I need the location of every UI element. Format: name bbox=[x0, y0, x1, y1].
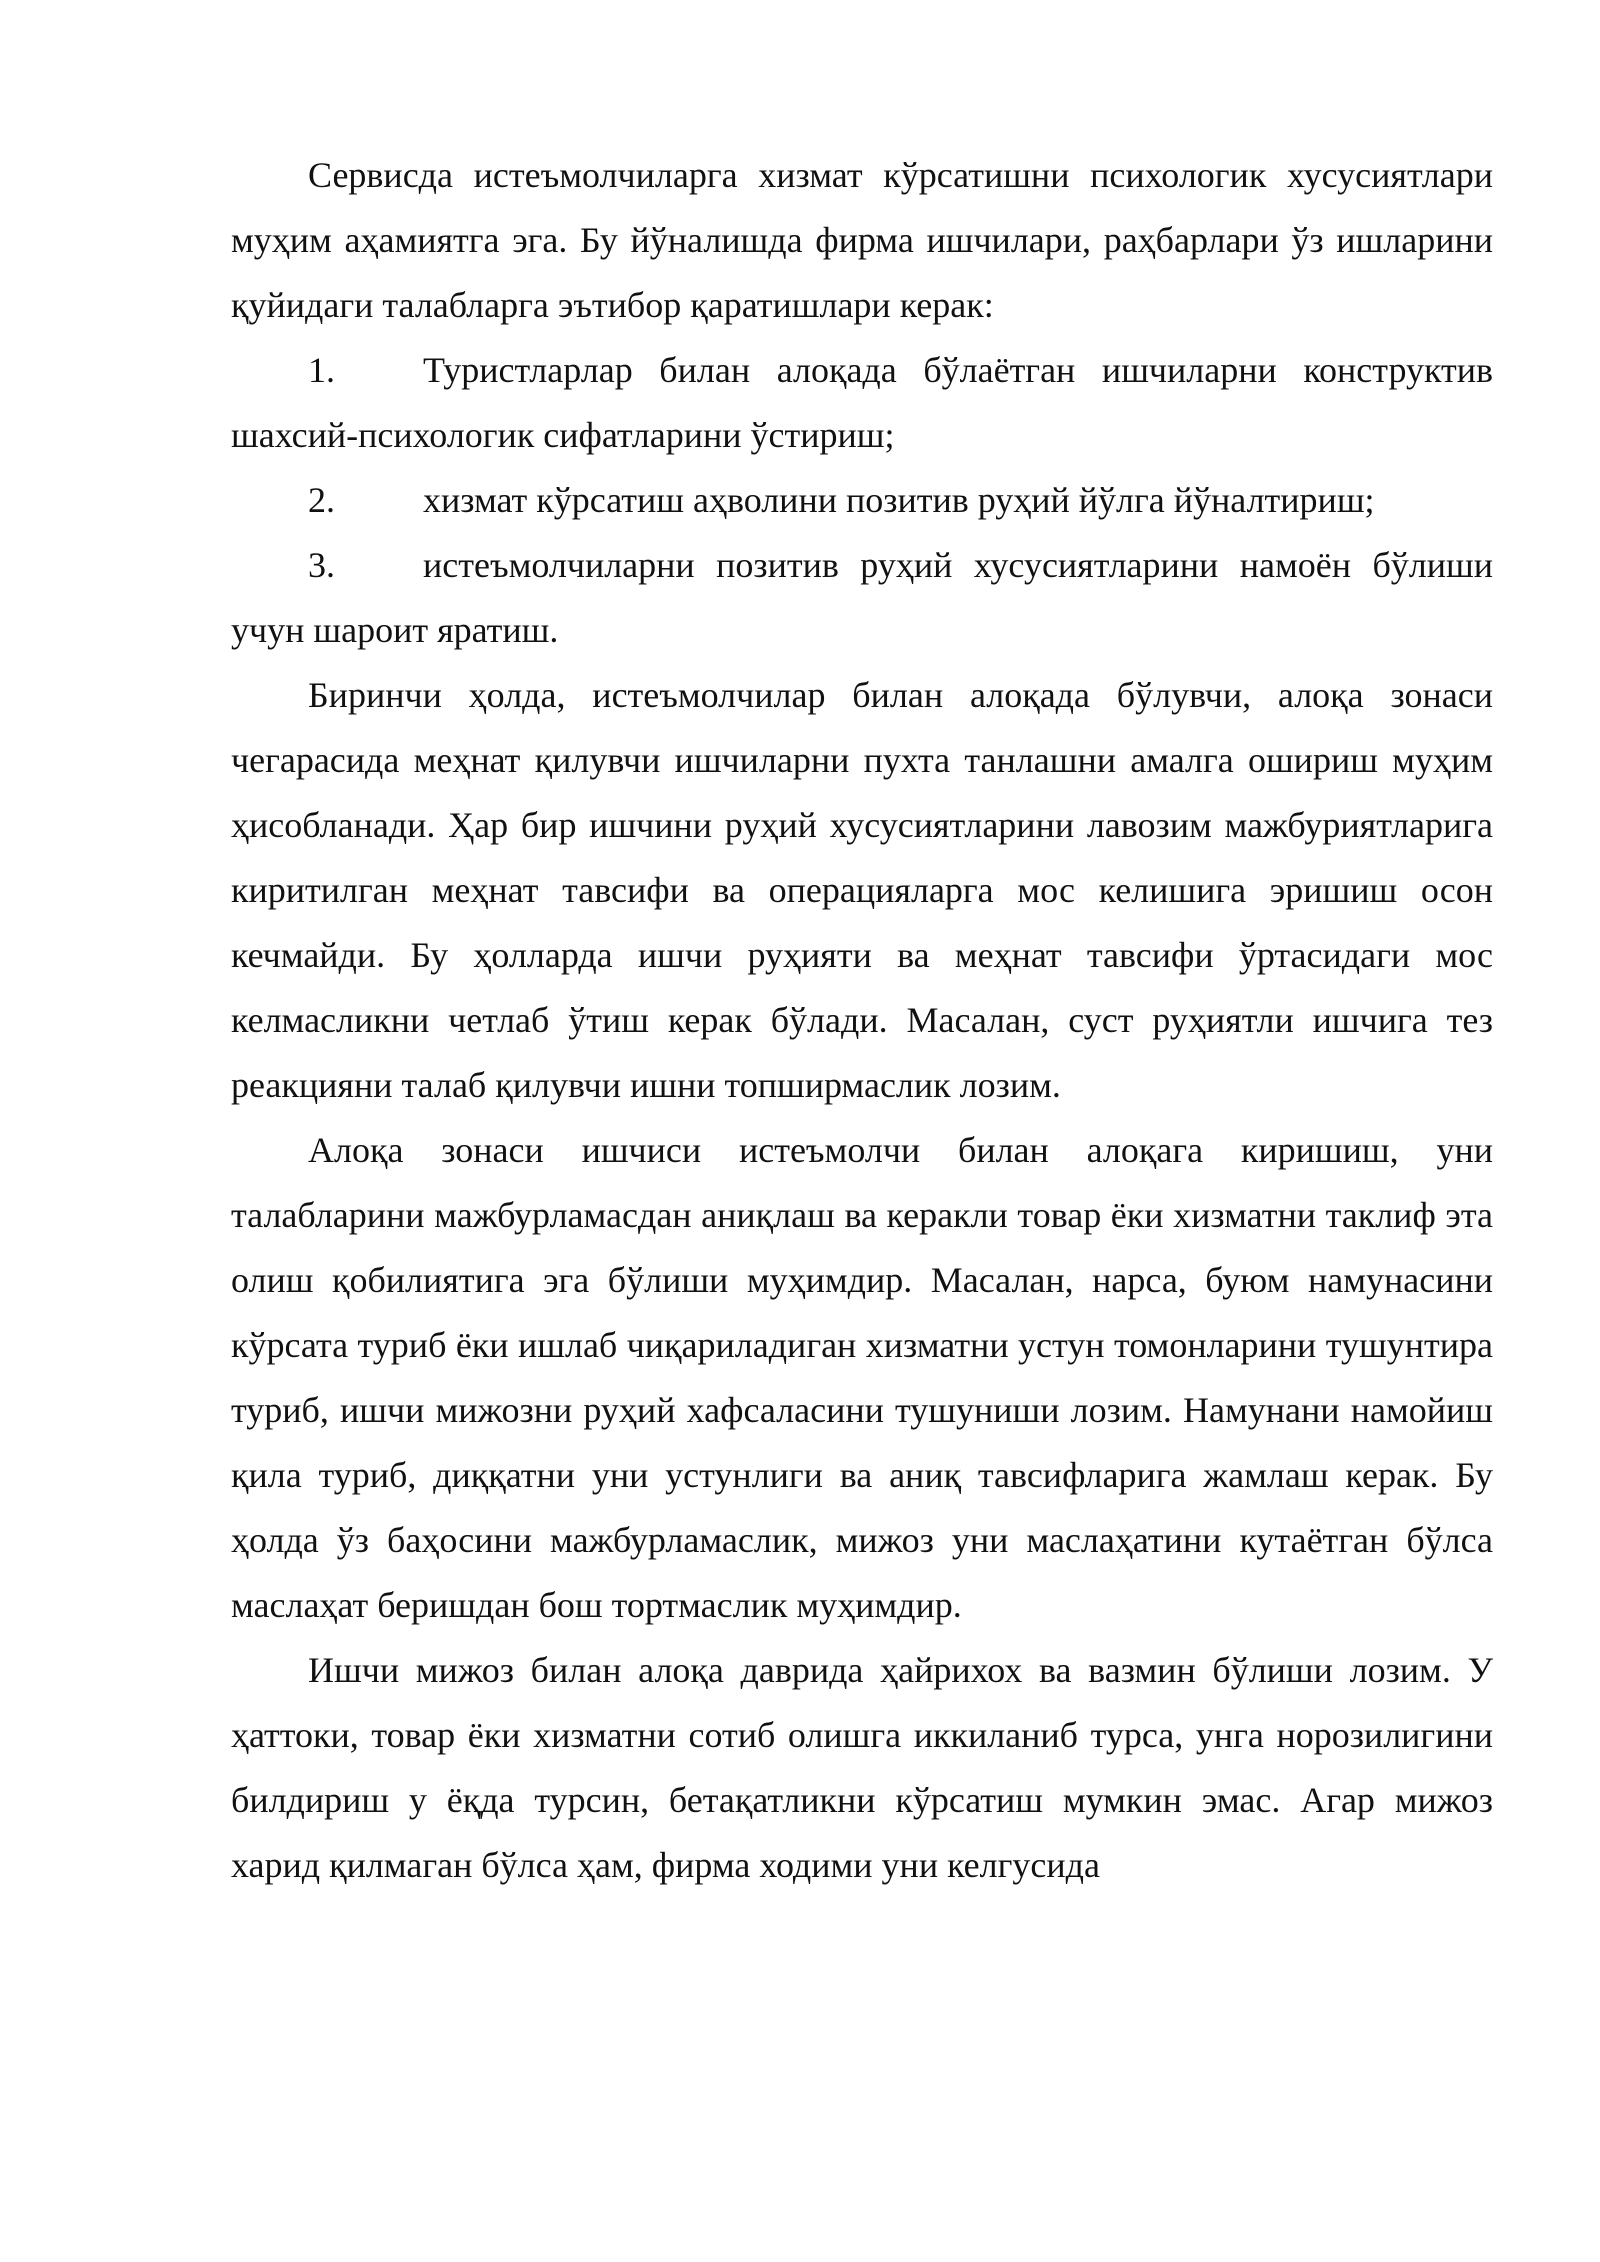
list-item-text: истеъмолчиларни позитив руҳий хусусиятларини намоён бўлиши учун шароит яратиш. bbox=[231, 545, 1493, 650]
list-item-number: 1. bbox=[308, 350, 335, 390]
body-paragraph: Биринчи ҳолда, истеъмолчилар билан алоқада бўлувчи, алоқа зонаси чегарасида меҳнат қилувчи ишчиларни пухта танлашни амалга ошириш муҳим ҳисобланади. Ҳар бир ишчини руҳий хусусиятларини лавозим мажбуриятларига киритилган меҳнат тавсифи ва операцияларга мос келишига эришиш осон кечмайди. Бу ҳолларда ишчи руҳияти ва меҳнат тавсифи ўртасидаги мос келмасликни четлаб ўтиш керак бўлади. Масалан, суст руҳиятли ишчига тез реакцияни талаб қилувчи ишни топширмаслик лозим. bbox=[231, 675, 1493, 1105]
list-item-number: 2. bbox=[308, 480, 335, 520]
list-item bbox=[231, 533, 1493, 663]
intro-paragraph: Сервисда истеъмолчиларга хизмат кўрсатишни психологик хусусиятлари муҳим аҳамиятга эга. Бу йўналишда фирма ишчилари, раҳбарлари ўз ишларини қуйидаги талабларга эътибор қаратишлари керак: bbox=[231, 155, 1493, 325]
list-item-text: хизмат кўрсатиш аҳволини позитив руҳий йўлга йўналтириш; bbox=[423, 480, 1375, 520]
list-item bbox=[231, 468, 1493, 533]
list-item bbox=[231, 338, 1493, 468]
body-paragraph: Ишчи мижоз билан алоқа даврида ҳайрихох ва вазмин бўлиши лозим. У ҳаттоки, товар ёки хизматни сотиб олишга иккиланиб турса, унга норозилигини билдириш у ёқда турсин, бетақатликни кўрсатиш мумкин эмас. Агар мижоз харид қилмаган бўлса ҳам, фирма ходими уни келгусида bbox=[231, 1650, 1493, 1885]
requirements-list bbox=[231, 338, 1493, 663]
body-paragraph: Алоқа зонаси ишчиси истеъмолчи билан алоқага киришиш, уни талабларини мажбурламасдан аниқлаш ва керакли товар ёки хизматни таклиф эта олиш қобилиятига эга бўлиши муҳимдир. Масалан, нарса, буюм намунасини кўрсата туриб ёки ишлаб чиқариладиган хизматни устун томонларини тушунтира туриб, ишчи мижозни руҳий хафсаласини тушуниши лозим. Намунани намойиш қила туриб, диққатни уни устунлиги ва аниқ тавсифларига жамлаш керак. Бу ҳолда ўз баҳосини мажбурламаслик, мижоз уни маслаҳатини кутаётган бўлса маслаҳат беришдан бош тортмаслик муҳимдир. bbox=[231, 1130, 1493, 1625]
document-page bbox=[231, 143, 1493, 1898]
list-item-number: 3. bbox=[308, 545, 335, 585]
list-item-text: Туристларлар билан алоқада бўлаётган ишчиларни конструктив шахсий-психологик сифатларини ўстириш; bbox=[231, 350, 1493, 455]
